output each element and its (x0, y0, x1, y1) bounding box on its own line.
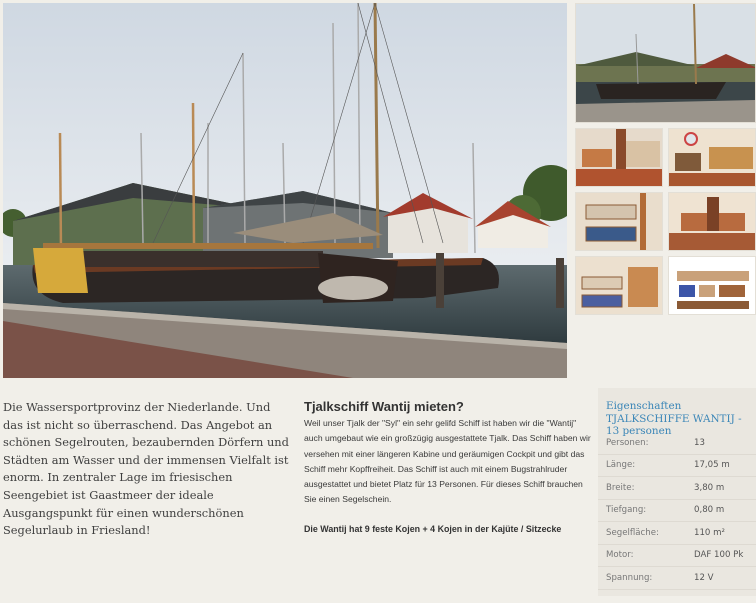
property-value: 17,05 m (694, 454, 756, 477)
rental-heading: Tjalkschiff Wantij mieten? (304, 399, 464, 414)
thumbnail-harbor-photo[interactable] (575, 3, 756, 123)
rental-description: Weil unser Tjalk der "Syl" ein sehr gelifd Schiff ist haben wir die "Wantij" auch umgebaut wie ein großzügig ausgestattete Tjalk. Das Schiff haben wir versehen mit einer längeren Kabine und geräumigen Cockpit und gibt das Schiff mehr Kopffreiheit. Das Schiff ist auch mit einem Bugstrahlruder ausgestattet und bietet Platz für 13 Personen. Für dieses Schiff brauchen Sie einen Segelschein. (304, 418, 591, 505)
property-row (598, 522, 756, 545)
thumbnail-deck-plan[interactable] (668, 256, 756, 315)
property-value: 12 V (694, 567, 756, 590)
property-value: DAF 100 Pk (694, 544, 756, 567)
property-label: Spannung: (598, 567, 694, 590)
property-row (598, 544, 756, 567)
property-row (598, 454, 756, 477)
property-value: 3,80 m (694, 477, 756, 500)
main-boat-photo[interactable] (3, 3, 567, 378)
properties-panel (598, 388, 756, 596)
property-label: Länge: (598, 454, 694, 477)
property-value: 110 m² (694, 522, 756, 545)
properties-heading: Eigenschaften TJALKSCHIFFE WANTIJ - 13 personen (606, 400, 742, 437)
thumbnail-cabin-photo-2[interactable] (668, 128, 756, 187)
thumbnail-cabin-photo-5[interactable] (575, 256, 663, 315)
property-value: 0,80 m (694, 499, 756, 522)
property-label: Breite: (598, 477, 694, 500)
property-row (598, 567, 756, 590)
property-label: Personen: (598, 432, 694, 454)
thumbnail-cabin-photo-1[interactable] (575, 128, 663, 187)
property-value: 13 (694, 432, 756, 454)
thumbnail-cabin-photo-3[interactable] (575, 192, 663, 251)
rental-info (304, 399, 594, 537)
property-row (598, 432, 756, 454)
intro-paragraph: Die Wassersportprovinz der Niederlande. Und das ist nicht so überraschend. Das Angebot an schönen Segelrouten, bezaubernden Dörfern und Städten am Wasser und der immensen Vielfalt ist enorm. In zentraler Lage im friesischen Seengebiet ist Gaastmeer der ideale Ausgangspunkt für einen wunderschönen Segelurlaub in Friesland! (3, 400, 289, 538)
thumbnail-cabin-photo-4[interactable] (668, 192, 756, 251)
property-row (598, 477, 756, 500)
property-label: Tiefgang: (598, 499, 694, 522)
properties-table (598, 432, 756, 590)
berths-note: Die Wantij hat 9 feste Kojen + 4 Kojen in der Kajüte / Sitzecke (304, 523, 562, 534)
property-row (598, 499, 756, 522)
property-label: Segelfläche: (598, 522, 694, 545)
property-label: Motor: (598, 544, 694, 567)
